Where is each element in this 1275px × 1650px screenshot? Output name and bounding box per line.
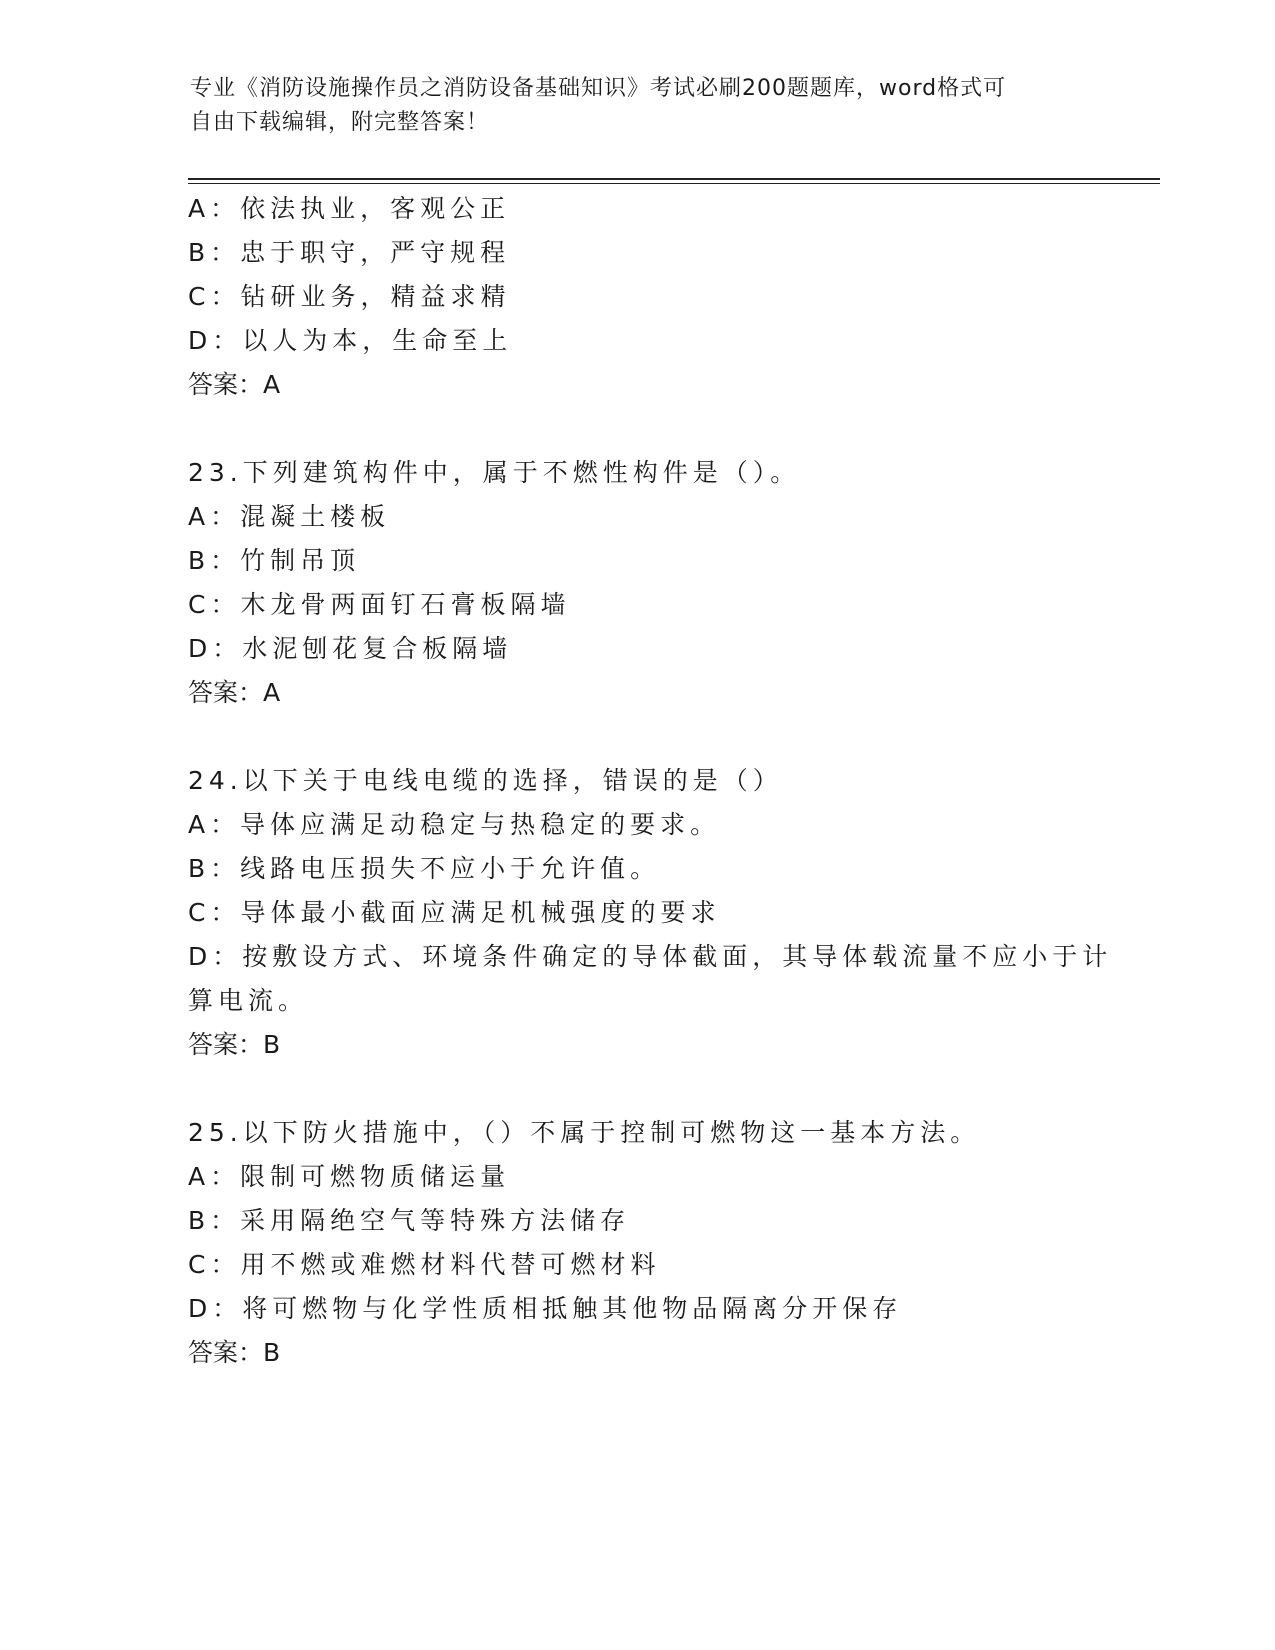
document-header <box>190 72 1080 140</box>
q23-option-b: B：竹制吊顶 <box>188 546 361 575</box>
q22-option-d: D：以人为本，生命至上 <box>188 326 513 355</box>
q25-option-d: D：将可燃物与化学性质相抵触其他物品隔离分开保存 <box>188 1294 903 1323</box>
q24-option-c: C：导体最小截面应满足机械强度的要求 <box>188 898 721 927</box>
q23-option-d: D：水泥刨花复合板隔墙 <box>188 634 513 663</box>
q22-option-c: C：钻研业务，精益求精 <box>188 282 511 311</box>
q25-option-c: C：用不燃或难燃材料代替可燃材料 <box>188 1250 661 1279</box>
q24-option-d-line-1: D：按敷设方式、环境条件确定的导体截面，其导体载流量不应小于计 <box>188 942 1113 971</box>
q23-question: 23.下列建筑构件中，属于不燃性构件是（）。 <box>188 458 801 487</box>
q24-option-b: B：线路电压损失不应小于允许值。 <box>188 854 661 883</box>
q23-answer: 答案：A <box>188 678 281 707</box>
q24-option-a: A：导体应满足动稳定与热稳定的要求。 <box>188 810 721 839</box>
q22-option-b: B：忠于职守，严守规程 <box>188 238 511 267</box>
q25-option-b: B：采用隔绝空气等特殊方法储存 <box>188 1206 631 1235</box>
q25-answer: 答案：B <box>188 1338 281 1367</box>
q24-answer: 答案：B <box>188 1030 281 1059</box>
header-divider-thin <box>188 183 1160 184</box>
header-line-2: 自由下载编辑，附完整答案！ <box>190 110 490 135</box>
q25-question: 25.以下防火措施中，（）不属于控制可燃物这一基本方法。 <box>188 1118 981 1147</box>
header-line-1: 专业《消防设施操作员之消防设备基础知识》考试必刷200题题库，word格式可 <box>190 76 1007 101</box>
q25-option-a: A：限制可燃物质储运量 <box>188 1162 511 1191</box>
q24-option-d-line-2: 算电流。 <box>188 986 309 1015</box>
header-divider-thick <box>188 178 1160 180</box>
q23-option-a: A：混凝土楼板 <box>188 502 391 531</box>
q22-option-a: A：依法执业，客观公正 <box>188 194 511 223</box>
q24-question: 24.以下关于电线电缆的选择，错误的是（） <box>188 766 783 795</box>
q23-option-c: C：木龙骨两面钉石膏板隔墙 <box>188 590 571 619</box>
q22-answer: 答案：A <box>188 370 281 399</box>
